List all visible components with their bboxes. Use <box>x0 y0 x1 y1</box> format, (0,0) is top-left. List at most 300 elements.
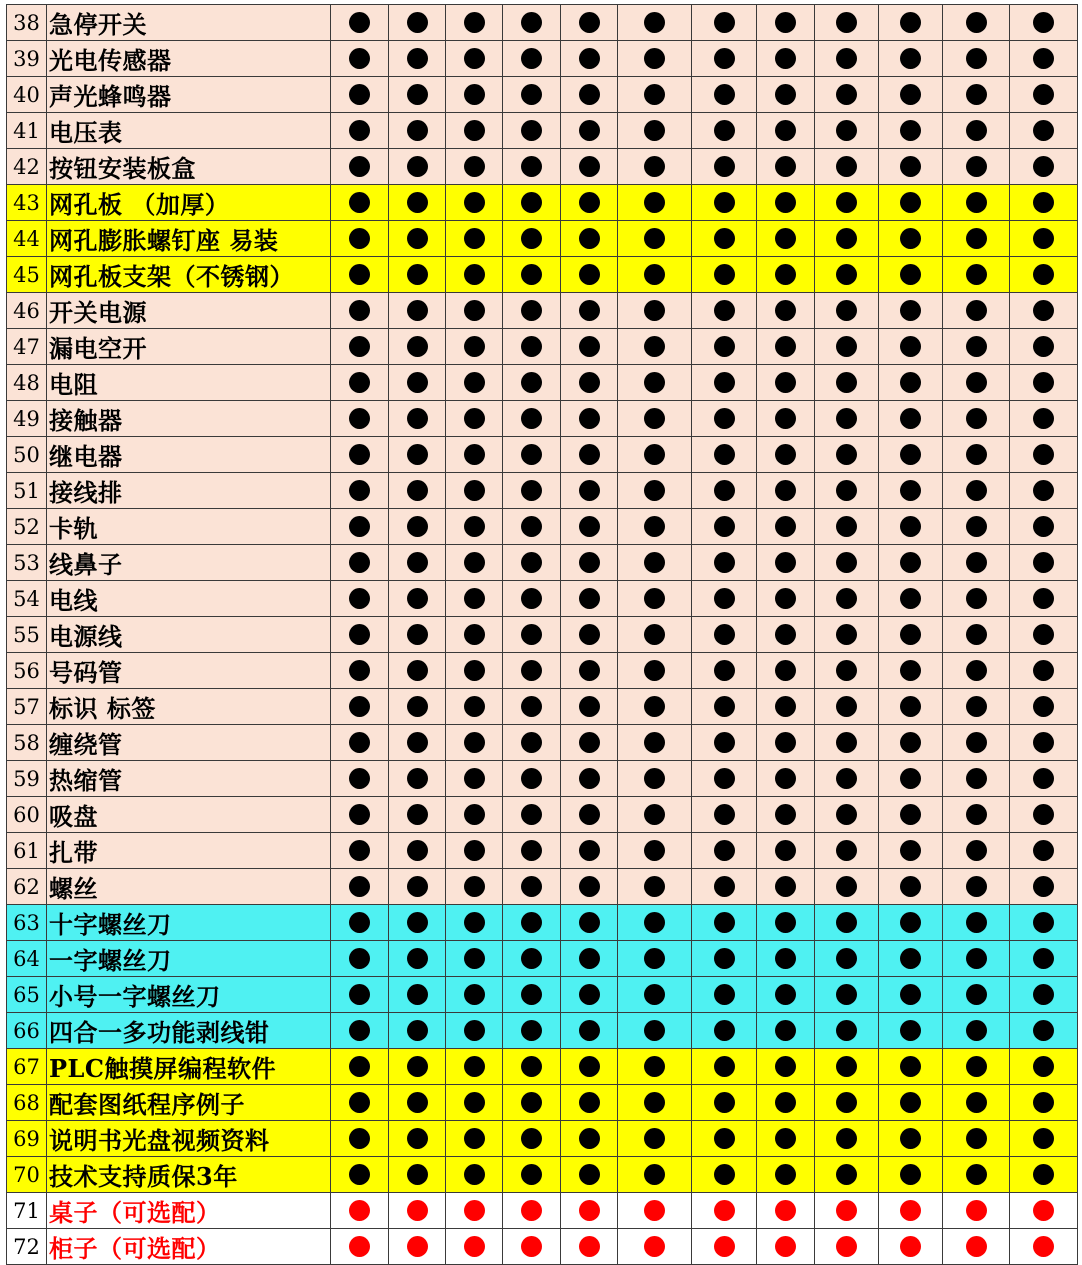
config-cell <box>503 1013 561 1049</box>
config-cell <box>446 1121 503 1157</box>
config-cell <box>879 1121 943 1157</box>
config-cell <box>446 221 503 257</box>
table-row <box>7 149 1078 185</box>
config-cell <box>389 797 446 833</box>
included-dot-icon <box>407 1056 428 1077</box>
config-cell <box>503 617 561 653</box>
config-cell <box>757 869 815 905</box>
included-dot-icon <box>966 768 987 789</box>
table-row <box>7 185 1078 221</box>
optional-dot-icon <box>579 1236 600 1257</box>
optional-dot-icon <box>521 1236 542 1257</box>
config-cell <box>331 365 389 401</box>
table-row <box>7 41 1078 77</box>
config-cell <box>943 293 1010 329</box>
config-cell <box>757 761 815 797</box>
included-dot-icon <box>836 660 857 681</box>
included-dot-icon <box>579 336 600 357</box>
config-cell <box>1010 977 1078 1013</box>
config-cell <box>879 869 943 905</box>
included-dot-icon <box>579 228 600 249</box>
config-cell <box>692 221 757 257</box>
config-cell <box>943 1157 1010 1193</box>
config-cell <box>446 1229 503 1265</box>
config-cell <box>561 1085 618 1121</box>
config-cell <box>1010 113 1078 149</box>
included-dot-icon <box>407 408 428 429</box>
config-cell <box>815 545 879 581</box>
config-cell <box>503 941 561 977</box>
config-cell <box>757 1193 815 1229</box>
config-table <box>6 4 1078 1265</box>
included-dot-icon <box>521 480 542 501</box>
included-dot-icon <box>464 264 485 285</box>
included-dot-icon <box>714 1164 735 1185</box>
included-dot-icon <box>836 1128 857 1149</box>
item-name: 号码管 <box>47 653 331 689</box>
included-dot-icon <box>644 300 665 321</box>
config-cell <box>331 1157 389 1193</box>
config-cell <box>757 617 815 653</box>
config-cell <box>503 869 561 905</box>
included-dot-icon <box>836 588 857 609</box>
config-cell <box>503 797 561 833</box>
config-cell <box>389 401 446 437</box>
included-dot-icon <box>775 300 796 321</box>
config-cell <box>692 689 757 725</box>
included-dot-icon <box>644 1056 665 1077</box>
included-dot-icon <box>579 372 600 393</box>
config-cell <box>815 329 879 365</box>
included-dot-icon <box>579 804 600 825</box>
config-cell <box>618 365 692 401</box>
config-cell <box>389 1157 446 1193</box>
config-cell <box>757 1085 815 1121</box>
included-dot-icon <box>407 120 428 141</box>
included-dot-icon <box>644 84 665 105</box>
config-cell <box>815 1085 879 1121</box>
config-cell <box>561 1121 618 1157</box>
config-cell <box>692 833 757 869</box>
included-dot-icon <box>579 588 600 609</box>
optional-dot-icon <box>775 1200 796 1221</box>
included-dot-icon <box>1033 912 1054 933</box>
item-name: 十字螺丝刀 <box>47 905 331 941</box>
included-dot-icon <box>900 516 921 537</box>
config-cell <box>879 581 943 617</box>
included-dot-icon <box>966 408 987 429</box>
included-dot-icon <box>714 660 735 681</box>
config-cell <box>331 185 389 221</box>
config-cell <box>815 473 879 509</box>
included-dot-icon <box>900 1164 921 1185</box>
config-cell <box>446 257 503 293</box>
config-cell <box>503 5 561 41</box>
included-dot-icon <box>644 1092 665 1113</box>
included-dot-icon <box>644 480 665 501</box>
included-dot-icon <box>464 768 485 789</box>
included-dot-icon <box>464 588 485 609</box>
included-dot-icon <box>714 624 735 645</box>
config-cell <box>757 41 815 77</box>
config-cell <box>503 725 561 761</box>
included-dot-icon <box>714 984 735 1005</box>
included-dot-icon <box>966 1056 987 1077</box>
included-dot-icon <box>579 192 600 213</box>
item-name: 缠绕管 <box>47 725 331 761</box>
included-dot-icon <box>464 696 485 717</box>
included-dot-icon <box>407 768 428 789</box>
config-cell <box>389 41 446 77</box>
included-dot-icon <box>349 372 370 393</box>
included-dot-icon <box>900 1128 921 1149</box>
config-cell <box>389 1121 446 1157</box>
config-cell <box>815 725 879 761</box>
config-cell <box>331 1013 389 1049</box>
included-dot-icon <box>1033 840 1054 861</box>
included-dot-icon <box>579 1092 600 1113</box>
config-cell <box>1010 509 1078 545</box>
config-cell <box>1010 1013 1078 1049</box>
optional-dot-icon <box>775 1236 796 1257</box>
config-cell <box>503 833 561 869</box>
config-cell <box>879 77 943 113</box>
included-dot-icon <box>1033 12 1054 33</box>
included-dot-icon <box>775 84 796 105</box>
config-cell <box>1010 1049 1078 1085</box>
included-dot-icon <box>1033 1020 1054 1041</box>
config-cell <box>692 329 757 365</box>
included-dot-icon <box>1033 408 1054 429</box>
included-dot-icon <box>966 984 987 1005</box>
included-dot-icon <box>464 480 485 501</box>
included-dot-icon <box>521 408 542 429</box>
config-cell <box>446 977 503 1013</box>
included-dot-icon <box>900 480 921 501</box>
included-dot-icon <box>521 768 542 789</box>
config-cell <box>815 1193 879 1229</box>
config-cell <box>618 257 692 293</box>
included-dot-icon <box>349 336 370 357</box>
config-cell <box>618 41 692 77</box>
included-dot-icon <box>407 84 428 105</box>
config-cell <box>879 113 943 149</box>
included-dot-icon <box>714 876 735 897</box>
row-number: 56 <box>7 653 47 689</box>
included-dot-icon <box>521 1056 542 1077</box>
config-cell <box>692 257 757 293</box>
included-dot-icon <box>900 336 921 357</box>
included-dot-icon <box>775 264 796 285</box>
row-number: 64 <box>7 941 47 977</box>
config-cell <box>757 905 815 941</box>
item-name: 卡轨 <box>47 509 331 545</box>
config-cell <box>757 185 815 221</box>
included-dot-icon <box>900 912 921 933</box>
config-cell <box>943 41 1010 77</box>
config-cell <box>692 365 757 401</box>
item-name: 小号一字螺丝刀 <box>47 977 331 1013</box>
included-dot-icon <box>644 372 665 393</box>
included-dot-icon <box>521 48 542 69</box>
config-cell <box>943 185 1010 221</box>
included-dot-icon <box>464 156 485 177</box>
config-cell <box>757 1013 815 1049</box>
included-dot-icon <box>349 48 370 69</box>
config-cell <box>943 365 1010 401</box>
included-dot-icon <box>775 552 796 573</box>
included-dot-icon <box>464 12 485 33</box>
included-dot-icon <box>775 840 796 861</box>
included-dot-icon <box>407 912 428 933</box>
included-dot-icon <box>900 228 921 249</box>
included-dot-icon <box>775 372 796 393</box>
config-cell <box>561 653 618 689</box>
included-dot-icon <box>349 876 370 897</box>
config-cell <box>692 1085 757 1121</box>
table-row <box>7 1085 1078 1121</box>
config-cell <box>446 725 503 761</box>
included-dot-icon <box>1033 984 1054 1005</box>
config-cell <box>1010 689 1078 725</box>
row-number: 66 <box>7 1013 47 1049</box>
included-dot-icon <box>521 840 542 861</box>
config-cell <box>1010 185 1078 221</box>
included-dot-icon <box>900 300 921 321</box>
included-dot-icon <box>1033 876 1054 897</box>
included-dot-icon <box>644 444 665 465</box>
config-cell <box>692 1193 757 1229</box>
config-cell <box>331 293 389 329</box>
table-row <box>7 1157 1078 1193</box>
item-name: 线鼻子 <box>47 545 331 581</box>
config-cell <box>879 1049 943 1085</box>
item-name: 螺丝 <box>47 869 331 905</box>
included-dot-icon <box>775 1056 796 1077</box>
included-dot-icon <box>966 588 987 609</box>
config-cell <box>446 833 503 869</box>
config-cell <box>879 149 943 185</box>
config-cell <box>618 1085 692 1121</box>
config-cell <box>446 77 503 113</box>
included-dot-icon <box>966 156 987 177</box>
included-dot-icon <box>836 1092 857 1113</box>
config-cell <box>503 365 561 401</box>
row-number: 58 <box>7 725 47 761</box>
included-dot-icon <box>521 696 542 717</box>
config-cell <box>1010 761 1078 797</box>
optional-dot-icon <box>714 1236 735 1257</box>
included-dot-icon <box>349 480 370 501</box>
item-name: 柜子（可选配） <box>47 1229 331 1265</box>
included-dot-icon <box>714 1128 735 1149</box>
included-dot-icon <box>775 480 796 501</box>
config-cell <box>1010 1121 1078 1157</box>
included-dot-icon <box>349 732 370 753</box>
config-cell <box>692 437 757 473</box>
config-cell <box>757 365 815 401</box>
row-number: 46 <box>7 293 47 329</box>
included-dot-icon <box>521 588 542 609</box>
config-cell <box>389 1049 446 1085</box>
included-dot-icon <box>349 948 370 969</box>
config-cell <box>503 77 561 113</box>
config-cell <box>503 1049 561 1085</box>
config-cell <box>503 581 561 617</box>
config-cell <box>503 437 561 473</box>
config-cell <box>561 977 618 1013</box>
included-dot-icon <box>349 156 370 177</box>
row-number: 62 <box>7 869 47 905</box>
included-dot-icon <box>579 876 600 897</box>
included-dot-icon <box>966 660 987 681</box>
included-dot-icon <box>464 876 485 897</box>
row-number: 57 <box>7 689 47 725</box>
included-dot-icon <box>775 1128 796 1149</box>
config-cell <box>692 113 757 149</box>
included-dot-icon <box>1033 948 1054 969</box>
included-dot-icon <box>1033 156 1054 177</box>
included-dot-icon <box>349 12 370 33</box>
config-cell <box>503 689 561 725</box>
included-dot-icon <box>714 840 735 861</box>
config-cell <box>815 869 879 905</box>
included-dot-icon <box>775 192 796 213</box>
item-name: 电阻 <box>47 365 331 401</box>
config-cell <box>815 257 879 293</box>
included-dot-icon <box>464 408 485 429</box>
config-cell <box>757 5 815 41</box>
included-dot-icon <box>464 912 485 933</box>
config-cell <box>1010 5 1078 41</box>
item-name: 光电传感器 <box>47 41 331 77</box>
config-cell <box>757 977 815 1013</box>
config-cell <box>389 545 446 581</box>
config-cell <box>1010 833 1078 869</box>
config-cell <box>757 1157 815 1193</box>
table-row <box>7 653 1078 689</box>
config-cell <box>943 5 1010 41</box>
config-cell <box>331 545 389 581</box>
included-dot-icon <box>1033 336 1054 357</box>
config-cell <box>561 1193 618 1229</box>
included-dot-icon <box>836 192 857 213</box>
config-cell <box>943 113 1010 149</box>
config-cell <box>1010 725 1078 761</box>
config-cell <box>692 1013 757 1049</box>
included-dot-icon <box>349 408 370 429</box>
table-row <box>7 365 1078 401</box>
included-dot-icon <box>644 984 665 1005</box>
config-cell <box>943 977 1010 1013</box>
included-dot-icon <box>775 660 796 681</box>
config-cell <box>879 905 943 941</box>
included-dot-icon <box>644 660 665 681</box>
included-dot-icon <box>966 876 987 897</box>
included-dot-icon <box>407 876 428 897</box>
item-name: 按钮安装板盒 <box>47 149 331 185</box>
included-dot-icon <box>464 444 485 465</box>
config-cell <box>618 293 692 329</box>
table-row <box>7 725 1078 761</box>
included-dot-icon <box>407 624 428 645</box>
config-cell <box>389 689 446 725</box>
config-cell <box>815 977 879 1013</box>
included-dot-icon <box>579 1164 600 1185</box>
included-dot-icon <box>966 192 987 213</box>
config-cell <box>389 653 446 689</box>
table-row <box>7 473 1078 509</box>
included-dot-icon <box>464 1056 485 1077</box>
config-cell <box>331 113 389 149</box>
config-cell <box>757 77 815 113</box>
config-cell <box>1010 1085 1078 1121</box>
included-dot-icon <box>900 876 921 897</box>
config-cell <box>757 833 815 869</box>
included-dot-icon <box>349 840 370 861</box>
included-dot-icon <box>464 120 485 141</box>
config-cell <box>757 653 815 689</box>
config-cell <box>692 545 757 581</box>
config-cell <box>446 797 503 833</box>
optional-dot-icon <box>966 1236 987 1257</box>
config-cell <box>692 725 757 761</box>
included-dot-icon <box>579 48 600 69</box>
config-cell <box>561 437 618 473</box>
config-cell <box>943 545 1010 581</box>
config-cell <box>943 581 1010 617</box>
included-dot-icon <box>521 192 542 213</box>
included-dot-icon <box>966 228 987 249</box>
config-cell <box>331 1085 389 1121</box>
included-dot-icon <box>1033 48 1054 69</box>
included-dot-icon <box>644 732 665 753</box>
included-dot-icon <box>579 156 600 177</box>
included-dot-icon <box>966 336 987 357</box>
config-cell <box>331 653 389 689</box>
included-dot-icon <box>714 1020 735 1041</box>
included-dot-icon <box>966 516 987 537</box>
table-row <box>7 581 1078 617</box>
config-cell <box>757 221 815 257</box>
included-dot-icon <box>714 228 735 249</box>
config-cell <box>618 581 692 617</box>
included-dot-icon <box>836 624 857 645</box>
config-cell <box>692 293 757 329</box>
included-dot-icon <box>775 768 796 789</box>
included-dot-icon <box>407 516 428 537</box>
included-dot-icon <box>644 408 665 429</box>
config-cell <box>561 5 618 41</box>
row-number: 50 <box>7 437 47 473</box>
included-dot-icon <box>407 1092 428 1113</box>
included-dot-icon <box>966 444 987 465</box>
included-dot-icon <box>900 768 921 789</box>
included-dot-icon <box>521 624 542 645</box>
included-dot-icon <box>644 588 665 609</box>
included-dot-icon <box>644 264 665 285</box>
included-dot-icon <box>644 1020 665 1041</box>
config-cell <box>879 1229 943 1265</box>
included-dot-icon <box>714 408 735 429</box>
included-dot-icon <box>464 300 485 321</box>
config-cell <box>757 437 815 473</box>
table-row <box>7 329 1078 365</box>
config-cell <box>879 797 943 833</box>
row-number: 69 <box>7 1121 47 1157</box>
config-cell <box>692 509 757 545</box>
config-cell <box>692 5 757 41</box>
